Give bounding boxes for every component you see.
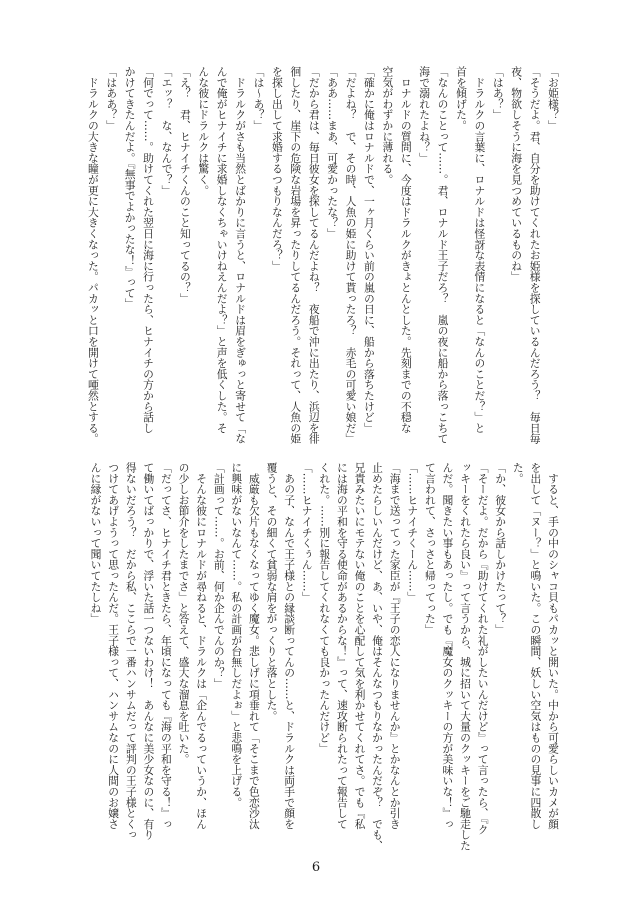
text-line: 空気がわずかに薄れる。 [381, 66, 395, 185]
text-line: くれた。……別に報告してくれなくても良かったんだけど」 [318, 462, 332, 754]
text-line: ロナルドの質問に、今度はドラルクがきょとんとした。先刻までの不穏な [399, 66, 413, 434]
text-line: 徊したり、崖下の危険な岩場を昇ったりしてるんだろう。それって、人魚の姫 [289, 66, 303, 444]
text-line: ドラルクがさも当然とばかりに言うと、ロナルドは眉をぎゅっと寄せて「な [234, 66, 248, 444]
text-line: んで俺がヒナイチに求婚しなくちゃいけねえんだよ？」と声を低くした。そ [215, 66, 229, 434]
text-line: 首を傾げた。 [454, 66, 468, 131]
text-line: そんな彼にロナルドが尋ねると、ドラルクは「企んでるっていうか、ほん [195, 462, 209, 830]
text-line: に興味がないなんて……。私の計画が台無しだよぉ」と悲鳴を上げる。 [230, 462, 244, 808]
text-line: 「はあ？」 [491, 66, 505, 120]
text-line: 「なんのことって……。君、ロナルド王子だろ？ 嵐の夜に船から落っこちて [436, 66, 450, 444]
text-line: 「だから君は、毎日彼女を探してるんだよね？ 夜船で沖に出たり、浜辺を徘 [307, 66, 321, 444]
text-line: ッキーをくれたら良い』って言うから、城に招いて大量のクッキーをご馳走した [459, 462, 473, 851]
text-line: 「は～あ？」 [252, 66, 266, 131]
text-line: た。 [511, 462, 525, 484]
upper-text-block [84, 66, 562, 448]
text-line: 「か、彼女から話しかけたって？」 [494, 462, 508, 635]
text-line: んに縁がないって聞いてたしね」 [89, 462, 103, 624]
text-line: 「そーだよ。だから『助けてくれた礼がしたいんだけど』って言ったら、『ク [476, 462, 490, 835]
text-line: 「海まで送ってった家臣が『王子の恋人になりませんか』とかなんとか引き [388, 462, 402, 830]
text-line: 威厳も欠片もなくなってゆく魔女。悲しげに項垂れて「そこまで色恋沙汰 [247, 462, 261, 830]
text-line: て働いてばっかりで、浮いた話一つないわけ！ あんなに美少女なのに、有り [142, 462, 156, 840]
text-line: かけてきたんだよ。『無事でよかったな！』って」 [123, 66, 137, 309]
text-line: んな彼にドラルクは驚く。 [197, 66, 211, 196]
text-line: あの子、なんで王子様との縁談断ってんの……と、ドラルクは両手で顔を [283, 462, 297, 830]
text-line: 「計画って……。お前、何か企んでんのか？」 [212, 462, 226, 689]
text-line: ドラルクの大きな瞳が更に大きくなった。パカッと口を開けて唖然とする。 [86, 66, 100, 444]
text-line: ドラルクの言葉に、ロナルドは怪訝な表情になると「なんのことだ？」と [473, 66, 487, 434]
text-line: すると、手の中のシャコ貝もパカッと開いた。中から可愛らしいカメが顔 [547, 462, 560, 830]
text-line: つけてあげようって思ったんだ。王子様って、ハンサムなのに人間のお嬢さ [107, 462, 121, 830]
text-line: 海で溺れたよね？」 [418, 66, 432, 164]
text-line: 兄貴みたいにモテない俺のことを心配して気を利かせてくれてさ。でも『私 [353, 462, 367, 830]
text-line: 「だってさ、ヒナイチ君ときたら、年頃になっても『海の平和を守る！』っ [159, 462, 173, 830]
text-line: 「……ヒナイチくーん……」 [406, 462, 420, 603]
page-number: 6 [311, 860, 321, 875]
text-line: んだ。聞きたい事もあったし。でも『魔女のクッキーの方が美味いな！』っ [441, 462, 455, 830]
text-line: 「何でって……。助けてくれた翌日に海に行ったら、ヒナイチの方から話し [142, 66, 156, 434]
text-line: 「そうだよ。君、自分を助けてくれたお姫様を探しているんだろう？ 毎日毎 [528, 66, 542, 444]
text-line: を出して「ヌー？」と鳴いた。この瞬間、妖しい空気はものの見事に四散し [529, 462, 543, 830]
lower-text-block [87, 462, 562, 854]
text-line: 「お姫様？」 [547, 66, 560, 131]
text-line: には海の平和を守る使命があるからな！』って、速攻断られたって報告して [335, 462, 349, 830]
text-line: 「え？ 君、ヒナイチくんのこと知ってるの？」 [178, 66, 192, 304]
text-line: 覆うと、その細くて貧弱な肩をがっくりと落とした。 [265, 462, 279, 722]
text-line: 「ああ……まあ、可愛かったな？」 [326, 66, 340, 239]
text-line: の少しお節介をしたまでさ」と答えて、盛大な溜息を吐いた。 [177, 462, 191, 765]
text-line: 得ないだろう？ だから私、ここらで一番ハンサムだって評判の王子様とくっ [124, 462, 138, 840]
text-line: を探し出して求婚するつもりなんだろ？」 [270, 66, 284, 272]
text-line: 「エッ？ な、なんで？」 [160, 66, 174, 196]
text-line: 「……ヒナイチくぅん……」 [300, 462, 314, 603]
text-line: て言われて、さっさと帰ってった」 [423, 462, 437, 635]
text-line: 止めたらしいんだけど、あ、いや、俺はそんなつもりなかったんだぞ？ でも、 [371, 462, 385, 851]
text-line: 夜、物欲しそうに海を見つめているものね」 [510, 66, 524, 282]
text-line: 「確かに俺はロナルドで、一ヶ月くらい前の嵐の日に、船から落ちたけど」 [362, 66, 376, 434]
text-line: 「だよね？ で、その時、人魚の姫に助けて貰ったろ？ 赤毛の可愛い娘だ」 [344, 66, 358, 444]
text-line: 「はああ？」 [105, 66, 119, 131]
